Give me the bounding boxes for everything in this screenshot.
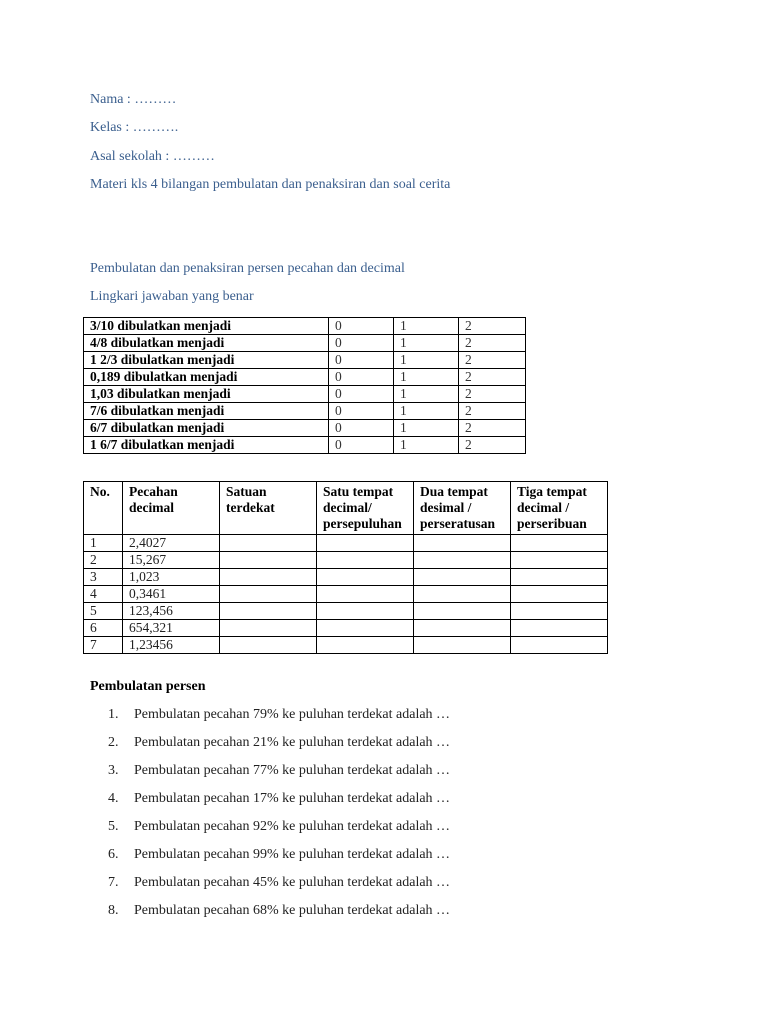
table-row — [84, 603, 608, 620]
answer-cell-units[interactable] — [220, 552, 317, 569]
item-number: 2. — [108, 735, 119, 750]
header-decimal: Pecahan decimal — [123, 482, 220, 535]
question-cell: 6/7 dibulatkan menjadi — [84, 420, 329, 437]
option-cell[interactable]: 1 — [394, 352, 459, 369]
decimal-value: 123,456 — [123, 603, 220, 620]
item-text: Pembulatan pecahan 99% ke puluhan terdekat adalah … — [134, 847, 451, 862]
decimal-value: 1,023 — [123, 569, 220, 586]
option-cell[interactable]: 0 — [329, 437, 394, 454]
table-row — [84, 620, 608, 637]
item-number: 8. — [108, 903, 119, 918]
row-number: 4 — [84, 586, 123, 603]
table-row — [84, 437, 526, 454]
answer-cell-hundredths[interactable] — [414, 637, 511, 654]
answer-cell-units[interactable] — [220, 603, 317, 620]
option-cell[interactable]: 0 — [329, 369, 394, 386]
question-cell: 0,189 dibulatkan menjadi — [84, 369, 329, 386]
item-text: Pembulatan pecahan 79% ke puluhan terdekat adalah … — [134, 707, 451, 722]
item-number: 6. — [108, 847, 119, 862]
answer-cell-units[interactable] — [220, 535, 317, 552]
header-units: Satuan terdekat — [220, 482, 317, 535]
table-row — [84, 318, 526, 335]
item-text: Pembulatan pecahan 21% ke puluhan terdekat adalah … — [134, 735, 451, 750]
list-item — [90, 902, 450, 930]
item-number: 1. — [108, 707, 119, 722]
answer-cell-hundredths[interactable] — [414, 620, 511, 637]
option-cell[interactable]: 1 — [394, 369, 459, 386]
option-cell[interactable]: 2 — [459, 420, 526, 437]
answer-cell-tenths[interactable] — [317, 620, 414, 637]
item-number: 7. — [108, 875, 119, 890]
percent-section-title: Pembulatan persen — [90, 679, 206, 694]
rounding-table — [83, 317, 526, 454]
question-cell: 1 6/7 dibulatkan menjadi — [84, 437, 329, 454]
answer-cell-thousandths[interactable] — [511, 603, 608, 620]
item-text: Pembulatan pecahan 68% ke puluhan terdekat adalah … — [134, 903, 451, 918]
option-cell[interactable]: 1 — [394, 386, 459, 403]
topic-line: Materi kls 4 bilangan pembulatan dan penaksiran dan soal cerita — [90, 177, 451, 192]
table-row — [84, 369, 526, 386]
answer-cell-thousandths[interactable] — [511, 620, 608, 637]
question-cell: 3/10 dibulatkan menjadi — [84, 318, 329, 335]
list-item — [90, 818, 450, 846]
answer-cell-hundredths[interactable] — [414, 552, 511, 569]
option-cell[interactable]: 1 — [394, 420, 459, 437]
table-row — [84, 569, 608, 586]
answer-cell-thousandths[interactable] — [511, 552, 608, 569]
answer-cell-hundredths[interactable] — [414, 586, 511, 603]
answer-cell-tenths[interactable] — [317, 569, 414, 586]
option-cell[interactable]: 1 — [394, 335, 459, 352]
name-field: Nama : ……… — [90, 92, 177, 107]
option-cell[interactable]: 2 — [459, 403, 526, 420]
list-item — [90, 874, 450, 902]
percent-question-list — [90, 706, 450, 930]
row-number: 3 — [84, 569, 123, 586]
item-text: Pembulatan pecahan 17% ke puluhan terdekat adalah … — [134, 791, 451, 806]
answer-cell-hundredths[interactable] — [414, 569, 511, 586]
option-cell[interactable]: 1 — [394, 437, 459, 454]
instruction: Lingkari jawaban yang benar — [90, 289, 254, 304]
option-cell[interactable]: 1 — [394, 318, 459, 335]
list-item — [90, 790, 450, 818]
table-row — [84, 420, 526, 437]
question-cell: 1 2/3 dibulatkan menjadi — [84, 352, 329, 369]
option-cell[interactable]: 0 — [329, 420, 394, 437]
item-number: 5. — [108, 819, 119, 834]
answer-cell-thousandths[interactable] — [511, 569, 608, 586]
option-cell[interactable]: 2 — [459, 318, 526, 335]
table-row — [84, 352, 526, 369]
table-row — [84, 335, 526, 352]
row-number: 6 — [84, 620, 123, 637]
option-cell[interactable]: 2 — [459, 437, 526, 454]
option-cell[interactable]: 1 — [394, 403, 459, 420]
decimal-rounding-table — [83, 481, 608, 654]
question-cell: 7/6 dibulatkan menjadi — [84, 403, 329, 420]
answer-cell-units[interactable] — [220, 620, 317, 637]
header-hundredths: Dua tempat desimal / perseratusan — [414, 482, 511, 535]
question-cell: 4/8 dibulatkan menjadi — [84, 335, 329, 352]
answer-cell-thousandths[interactable] — [511, 586, 608, 603]
list-item — [90, 762, 450, 790]
table-row — [84, 586, 608, 603]
decimal-value: 654,321 — [123, 620, 220, 637]
option-cell[interactable]: 0 — [329, 352, 394, 369]
answer-cell-tenths[interactable] — [317, 586, 414, 603]
decimal-value: 15,267 — [123, 552, 220, 569]
option-cell[interactable]: 0 — [329, 403, 394, 420]
table-row — [84, 535, 608, 552]
row-number: 2 — [84, 552, 123, 569]
class-field: Kelas : ………. — [90, 120, 179, 135]
option-cell[interactable]: 2 — [459, 369, 526, 386]
header-tenths: Satu tempat decimal/ persepuluhan — [317, 482, 414, 535]
answer-cell-units[interactable] — [220, 637, 317, 654]
header-no: No. — [84, 482, 123, 535]
table-row — [84, 386, 526, 403]
option-cell[interactable]: 2 — [459, 386, 526, 403]
table-row — [84, 403, 526, 420]
row-number: 1 — [84, 535, 123, 552]
option-cell[interactable]: 2 — [459, 335, 526, 352]
option-cell[interactable]: 2 — [459, 352, 526, 369]
table-row — [84, 637, 608, 654]
header-thousandths: Tiga tempat decimal / perseribuan — [511, 482, 608, 535]
option-cell[interactable]: 0 — [329, 386, 394, 403]
item-text: Pembulatan pecahan 45% ke puluhan terdekat adalah … — [134, 875, 451, 890]
item-text: Pembulatan pecahan 77% ke puluhan terdekat adalah … — [134, 763, 451, 778]
answer-cell-tenths[interactable] — [317, 603, 414, 620]
item-text: Pembulatan pecahan 92% ke puluhan terdekat adalah … — [134, 819, 451, 834]
item-number: 4. — [108, 791, 119, 806]
question-cell: 1,03 dibulatkan menjadi — [84, 386, 329, 403]
answer-cell-tenths[interactable] — [317, 552, 414, 569]
row-number: 7 — [84, 637, 123, 654]
answer-cell-tenths[interactable] — [317, 535, 414, 552]
list-item — [90, 734, 450, 762]
answer-cell-thousandths[interactable] — [511, 535, 608, 552]
table-row — [84, 552, 608, 569]
answer-cell-thousandths[interactable] — [511, 637, 608, 654]
item-number: 3. — [108, 763, 119, 778]
answer-cell-tenths[interactable] — [317, 637, 414, 654]
decimal-value: 2,4027 — [123, 535, 220, 552]
answer-cell-units[interactable] — [220, 586, 317, 603]
table-header-row — [84, 482, 608, 535]
option-cell[interactable]: 0 — [329, 318, 394, 335]
school-field: Asal sekolah : ……… — [90, 149, 215, 164]
list-item — [90, 706, 450, 734]
answer-cell-units[interactable] — [220, 569, 317, 586]
row-number: 5 — [84, 603, 123, 620]
decimal-value: 0,3461 — [123, 586, 220, 603]
answer-cell-hundredths[interactable] — [414, 603, 511, 620]
section-title: Pembulatan dan penaksiran persen pecahan dan decimal — [90, 261, 405, 276]
option-cell[interactable]: 0 — [329, 335, 394, 352]
decimal-value: 1,23456 — [123, 637, 220, 654]
answer-cell-hundredths[interactable] — [414, 535, 511, 552]
list-item — [90, 846, 450, 874]
